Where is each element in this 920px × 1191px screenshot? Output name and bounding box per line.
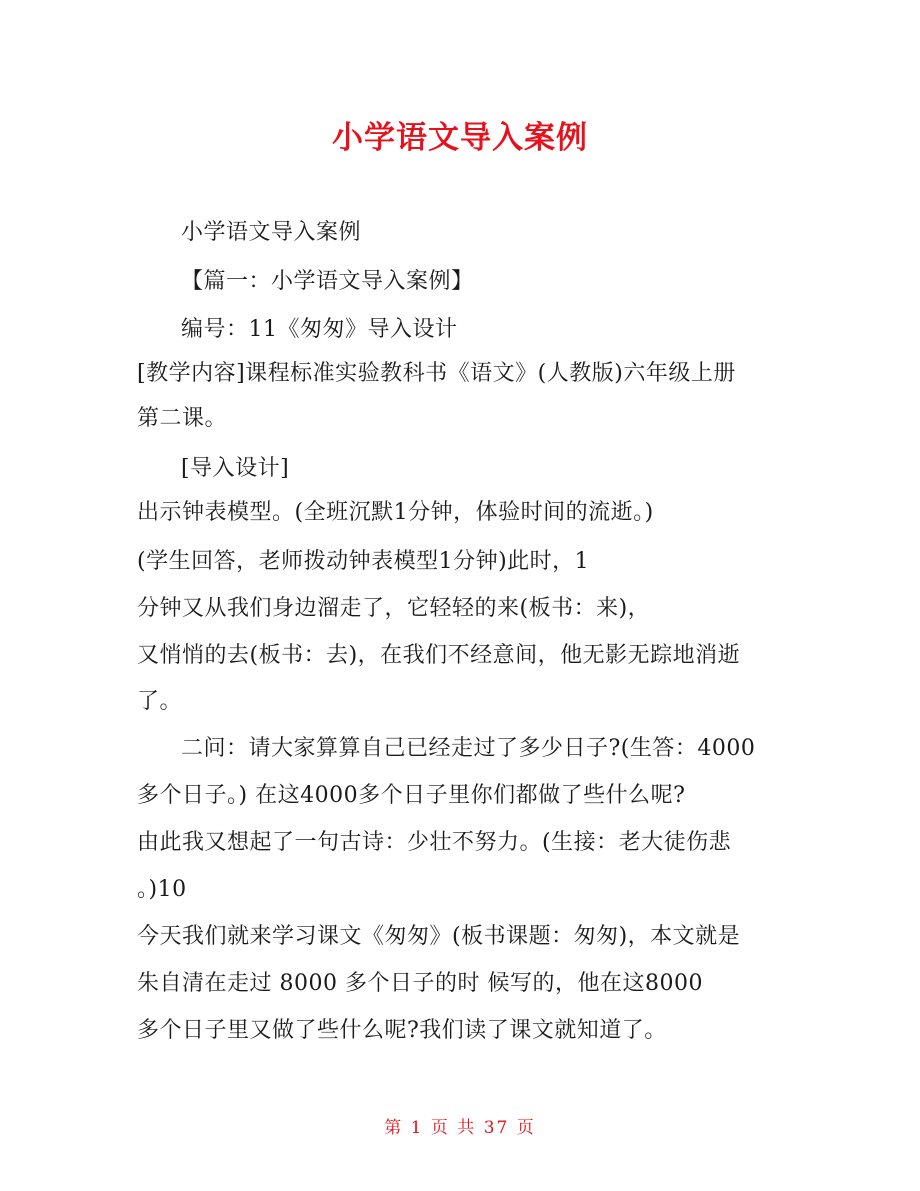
body-line-3: 编号：11《匆匆》导入设计 xyxy=(181,317,458,342)
body-line-2: 【篇一：小学语文导入案例】 xyxy=(181,269,474,294)
document-title: 小学语文导入案例 xyxy=(332,120,588,156)
body-line-10: 又悄悄的去(板书：去)，在我们不经意间，他无影无踪地消逝 xyxy=(137,643,741,668)
body-line-13: 多个日子。) 在这4000多个日子里你们都做了些什么呢? xyxy=(137,783,686,808)
body-line-5: 第二课。 xyxy=(137,406,228,431)
body-line-8: (学生回答，老师拨动钟表模型1分钟)此时，1 xyxy=(137,549,590,574)
body-line-17: 朱自清在走过 8000 多个日子的时 候写的，他在这8000 xyxy=(137,971,703,996)
body-line-14: 由此我又想起了一句古诗：少壮不努力。(生接：老大徒伤悲 xyxy=(137,830,732,855)
body-line-7: 出示钟表模型。(全班沉默1分钟，体验时间的流逝。) xyxy=(137,500,654,525)
body-line-18: 多个日子里又做了些什么呢?我们读了课文就知道了。 xyxy=(137,1018,667,1043)
body-line-16: 今天我们就来学习课文《匆匆》(板书课题：匆匆)，本文就是 xyxy=(137,924,741,949)
body-line-9: 分钟又从我们身边溜走了，它轻轻的来(板书：来)， xyxy=(137,596,651,621)
body-line-1: 小学语文导入案例 xyxy=(181,220,362,245)
body-line-4: [教学内容]课程标准实验教科书《语文》(人教版)六年级上册 xyxy=(137,361,736,386)
body-line-12: 二问：请大家算算自己已经走过了多少日子?(生答：4000 xyxy=(181,736,756,761)
body-line-11: 了。 xyxy=(137,689,183,714)
body-line-15: 。)10 xyxy=(137,877,187,902)
body-line-6: [导入设计] xyxy=(181,456,290,481)
page-number-footer: 第 1 页 共 37 页 xyxy=(384,1118,536,1138)
